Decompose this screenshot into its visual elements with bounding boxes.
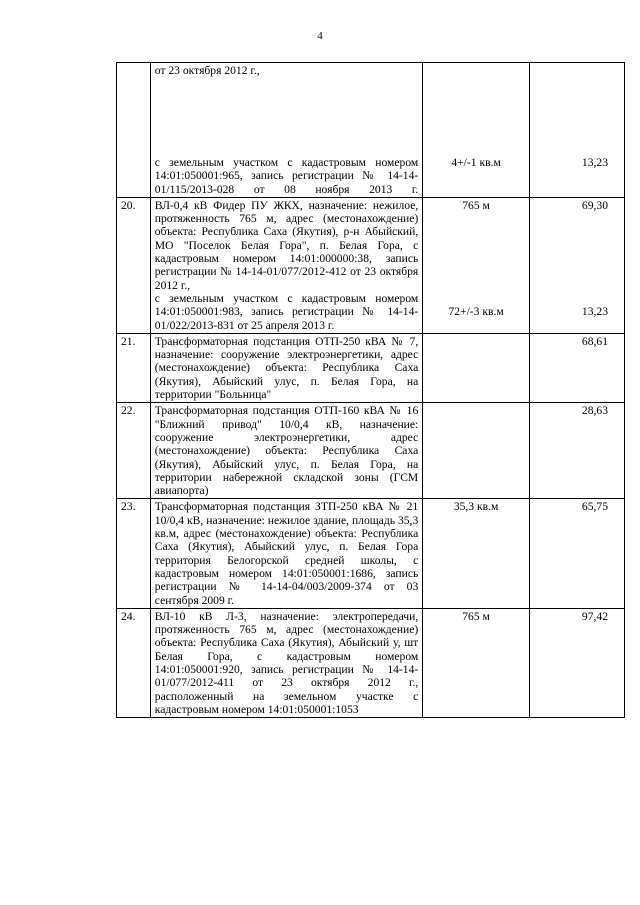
row-description — [150, 608, 422, 717]
description-segment: Трансформаторная подстанция ОТП-250 кВА № 7, назначение: сооружение электроэнергетики, адрес (местонахождение) объекта: Республика Саха (Якутия), Абыйский улус, п. Белая Гора, на территории "Больница" — [154, 334, 419, 402]
description-segment: ВЛ-10 кВ Л-3, назначение: электропередачи, протяженность 765 м, адрес (местонахождение) объекта: Республика Саха (Якутия), Абыйский у, шт Белая Гора, с кадастровым номером 14:01:050001:920, запись регистрации № 14-14-01/077/2012-411 от 23 октября 2012 г., расположенный на земельном участке с кадастровым номером 14:01:050001:1053 — [154, 609, 419, 716]
row-description — [150, 499, 422, 608]
row-value — [529, 197, 624, 333]
row-size: 35,3 кв.м — [423, 499, 530, 608]
table-row — [117, 197, 625, 333]
row-value: 65,75 — [529, 499, 624, 608]
row-number: 23. — [117, 499, 151, 608]
row-size — [423, 333, 530, 402]
value-segment: 13,23 — [581, 304, 608, 318]
row-description — [150, 333, 422, 402]
row-number: 22. — [117, 403, 151, 499]
size-segment: 72+/-3 кв.м — [448, 304, 504, 318]
table-row — [117, 608, 625, 717]
table-row — [117, 63, 625, 198]
page-number: 4 — [317, 30, 323, 42]
row-size — [423, 403, 530, 499]
row-number: 24. — [117, 608, 151, 717]
row-value: 97,42 — [529, 608, 624, 717]
table-row — [117, 403, 625, 499]
row-number: 20. — [117, 197, 151, 333]
description-segment: с земельным участком с кадастровым номером 14:01:050001:965, запись регистрации № 14-14-01/115/2013-028 от 08 ноября 2013 г. — [154, 156, 419, 196]
row-value — [529, 63, 624, 198]
property-table — [116, 62, 625, 718]
description-segment: Трансформаторная подстанция ЗТП-250 кВА № 21 10/0,4 кВ, назначение: нежилое здание, площадь 35,3 кв.м, адрес (местонахождение) объекта: Республика Саха (Якутия), Абыйский улус, п. Белая Гора территория Белогорской средней школы, с кадастровым номером 14:01:050001:1686, запись регистрации № 14-14-04/003/2009-374 от 03 сентября 2009 г. — [154, 500, 419, 607]
value-segment — [534, 64, 608, 156]
table-row — [117, 499, 625, 608]
value-segment: 13,23 — [581, 156, 608, 169]
row-number — [117, 63, 151, 198]
row-value: 68,61 — [529, 333, 624, 402]
value-segment: 69,30 — [581, 198, 608, 212]
row-number: 21. — [117, 333, 151, 402]
size-segment — [427, 64, 525, 156]
row-description — [150, 403, 422, 499]
row-size — [423, 197, 530, 333]
description-segment: с земельным участком с кадастровым номером 14:01:050001:983, запись регистрации № 14-14-01/022/2013-831 от 25 апреля 2013 г. — [154, 291, 419, 332]
size-segment: 765 м — [462, 198, 490, 212]
size-segment: 4+/-1 кв.м — [451, 156, 501, 169]
row-value: 28,63 — [529, 403, 624, 499]
description-segment: от 23 октября 2012 г., — [154, 64, 260, 77]
row-size: 765 м — [423, 608, 530, 717]
table-row — [117, 333, 625, 402]
description-segment: Трансформаторная подстанция ОТП-160 кВА № 16 "Ближний привод" 10/0,4 кВ, назначение: сооружение электроэнергетики, адрес (местонахождение) объекта: Республика Саха (Якутия), Абыйский улус, п. Белая Гора, на территории набережной складской зоны (ГСМ авиапорта) — [154, 404, 419, 498]
row-description — [150, 63, 422, 198]
row-size — [423, 63, 530, 198]
description-segment: ВЛ-0,4 кВ Фидер ПУ ЖКХ, назначение: нежилое, протяженность 765 м, адрес (местонахождение) объекта: Республика Саха (Якутия), р-н Абыйский, МО "Поселок Белая Гора", п. Белая Гора, с кадастровым номером 14:01:000000:38, запись регистрации № 14-14-01/077/2012-412 от 23 октября 2012 г., — [154, 198, 419, 292]
row-description — [150, 197, 422, 333]
